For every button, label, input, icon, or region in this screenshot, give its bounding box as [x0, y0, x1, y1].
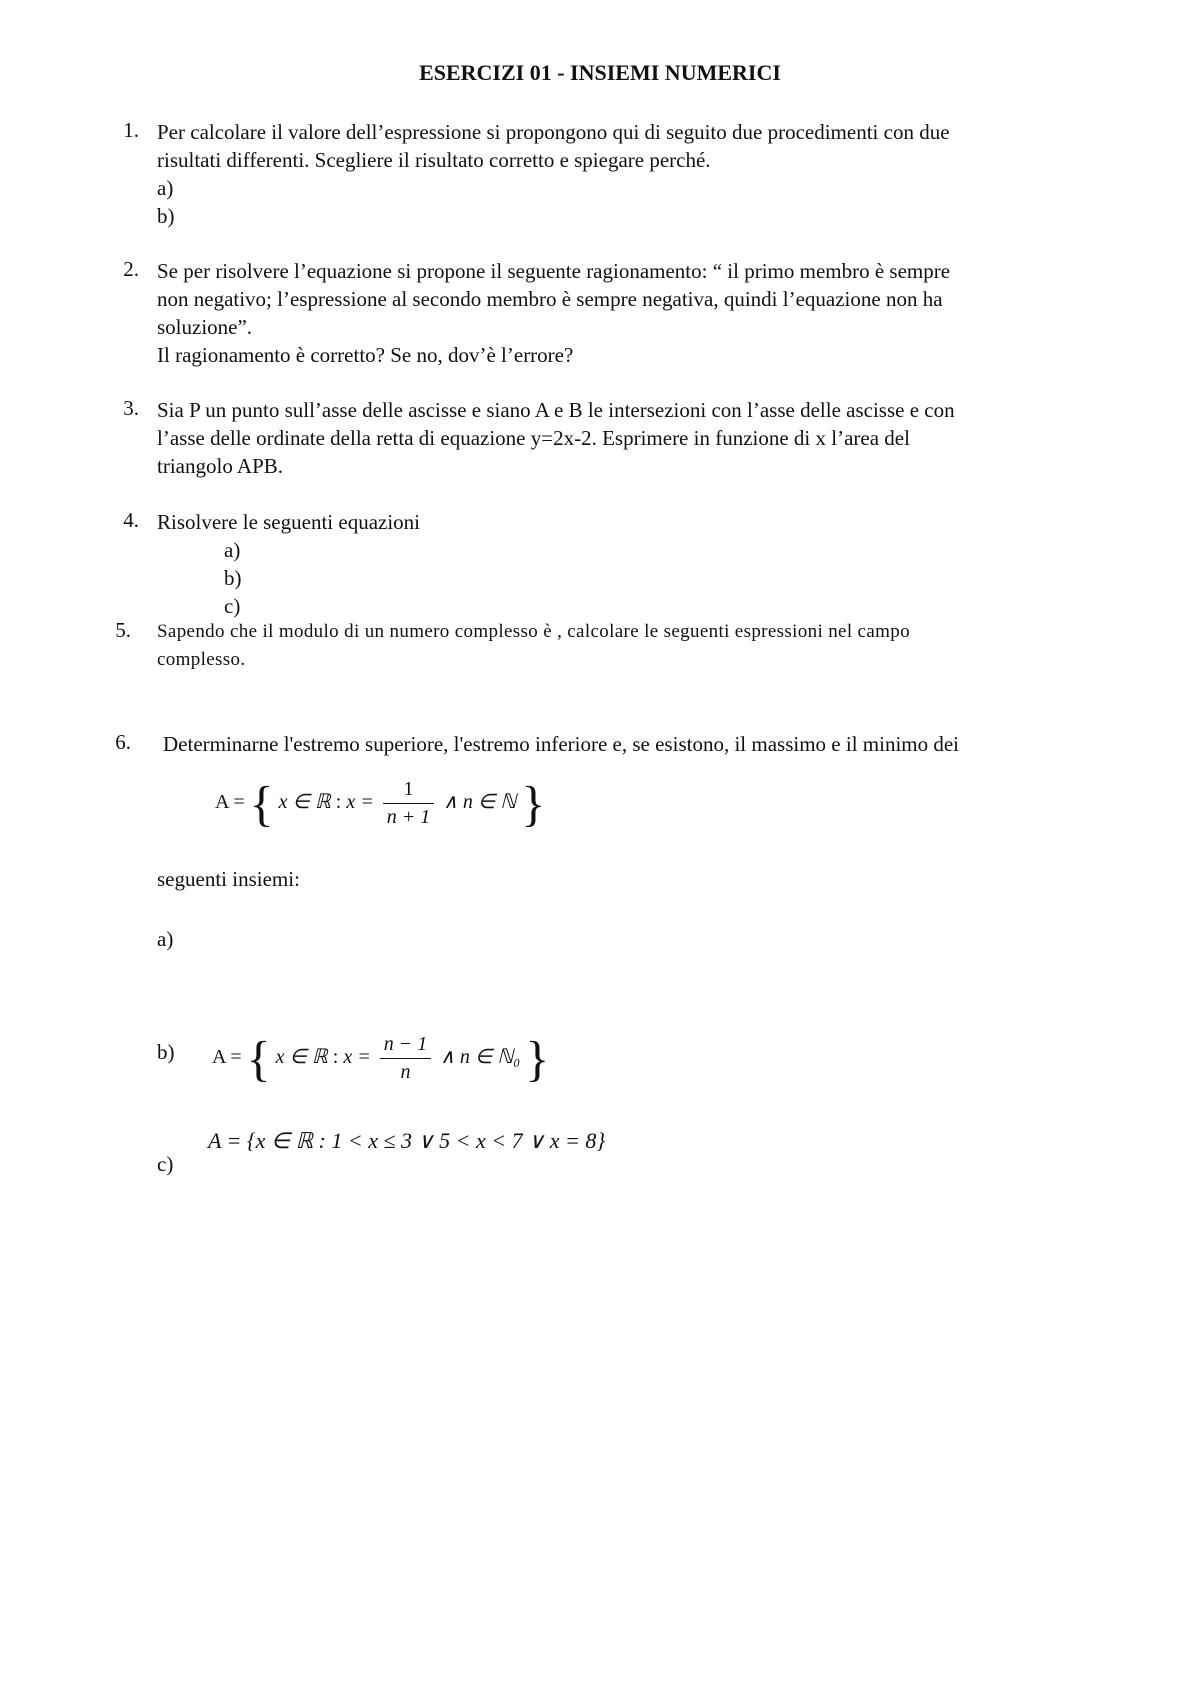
exercise-3-line-1: Sia P un punto sull’asse delle ascisse e siano A e B le intersezioni con l’asse delle ascisse e con — [157, 398, 955, 422]
exercise-6-line-1: Determinarne l'estremo superiore, l'estremo inferiore e, se esistono, il massimo e il minimo dei — [163, 732, 960, 756]
formula-set-example — [215, 775, 546, 832]
exercise-4-number: 4. — [123, 508, 139, 532]
formula-domain: x ∈ ℝ — [278, 791, 331, 814]
exercise-3-line-3: triangolo APB. — [157, 454, 284, 478]
exercise-2-line-1: Se per risolvere l’equazione si propone il seguente ragionamento: “ il primo membro è sempre — [157, 259, 951, 283]
exercise-2-line-2: non negativo; l’espressione al secondo membro è sempre negativa, quindi l’equazione non ha — [157, 287, 943, 311]
exercise-3-text — [157, 396, 955, 480]
formula-b-lhs: A = — [212, 1046, 242, 1069]
exercise-5-line-2: complesso. — [157, 649, 246, 670]
exercise-6-after-text — [157, 865, 300, 893]
exercise-4-part-b: b) — [224, 566, 242, 590]
exercise-2-line-4: Il ragionamento è corretto? Se no, dov’è l’errore? — [157, 343, 574, 367]
exercise-1-line-2: risultati differenti. Scegliere il risultato corretto e spiegare perché. — [157, 148, 711, 172]
exercise-5-text — [157, 618, 910, 674]
formula-fraction — [383, 778, 435, 829]
exercise-1-part-a: a) — [157, 176, 174, 200]
right-brace-icon: } — [525, 1030, 550, 1087]
exercise-3-line-2: l’asse delle ordinate della retta di equazione y=2x-2. Esprimere in funzione di x l’area del — [157, 426, 910, 450]
exercise-2-line-3: soluzione”. — [157, 315, 253, 339]
exercise-4-text — [157, 508, 420, 620]
fraction-b-numerator: n − 1 — [383, 1033, 428, 1055]
exercise-6-number: 6. — [115, 730, 131, 754]
formula-colon: : — [335, 791, 342, 814]
exercise-1-part-b: b) — [157, 204, 175, 228]
exercise-6-part-b: b) — [157, 1040, 175, 1064]
exercise-6-text — [163, 730, 959, 758]
exercise-5-line-1: Sapendo che il modulo di un numero complesso è , calcolare le seguenti espressioni nel campo — [157, 621, 910, 642]
exercise-6-part-c: c) — [157, 1152, 174, 1176]
exercise-1-text — [157, 118, 950, 230]
left-brace-icon: { — [246, 1030, 271, 1087]
exercise-5-number: 5. — [115, 618, 131, 642]
formula-x-eq: x = — [346, 791, 374, 814]
fraction-b-denominator: n — [380, 1058, 432, 1084]
formula-lhs: A = — [215, 791, 245, 814]
exercise-2-text — [157, 257, 950, 369]
fraction-denominator: n + 1 — [383, 803, 435, 829]
exercise-6-part-a: a) — [157, 927, 174, 951]
exercise-1-number: 1. — [123, 118, 139, 142]
exercise-4-part-a: a) — [224, 538, 241, 562]
page-title: ESERCIZI 01 - INSIEMI NUMERICI — [419, 60, 781, 85]
exercise-3-number: 3. — [123, 396, 139, 420]
exercise-4-line-1: Risolvere le seguenti equazioni — [157, 510, 421, 534]
formula-b-x-eq: x = — [343, 1046, 371, 1069]
fraction-numerator: 1 — [403, 778, 414, 800]
formula-b-fraction — [380, 1033, 432, 1084]
exercise-4-part-c: c) — [224, 594, 241, 618]
formula-b-colon: : — [332, 1046, 339, 1069]
left-brace-icon: { — [249, 775, 274, 832]
exercise-1-line-1: Per calcolare il valore dell’espressione si propongono qui di seguito due procedimenti con due — [157, 120, 950, 144]
formula-set-c: A = {x ∈ ℝ : 1 < x ≤ 3 ∨ 5 < x < 7 ∨ x = 8} — [208, 1128, 606, 1153]
formula-b-condition: ∧ n ∈ ℕ₀ — [440, 1046, 521, 1069]
formula-set-b — [212, 1030, 550, 1087]
right-brace-icon: } — [521, 775, 546, 832]
exercise-6-after-line: seguenti insiemi: — [157, 867, 300, 891]
exercise-2-number: 2. — [123, 257, 139, 281]
formula-condition: ∧ n ∈ ℕ — [443, 791, 517, 814]
formula-b-domain: x ∈ ℝ — [275, 1046, 328, 1069]
